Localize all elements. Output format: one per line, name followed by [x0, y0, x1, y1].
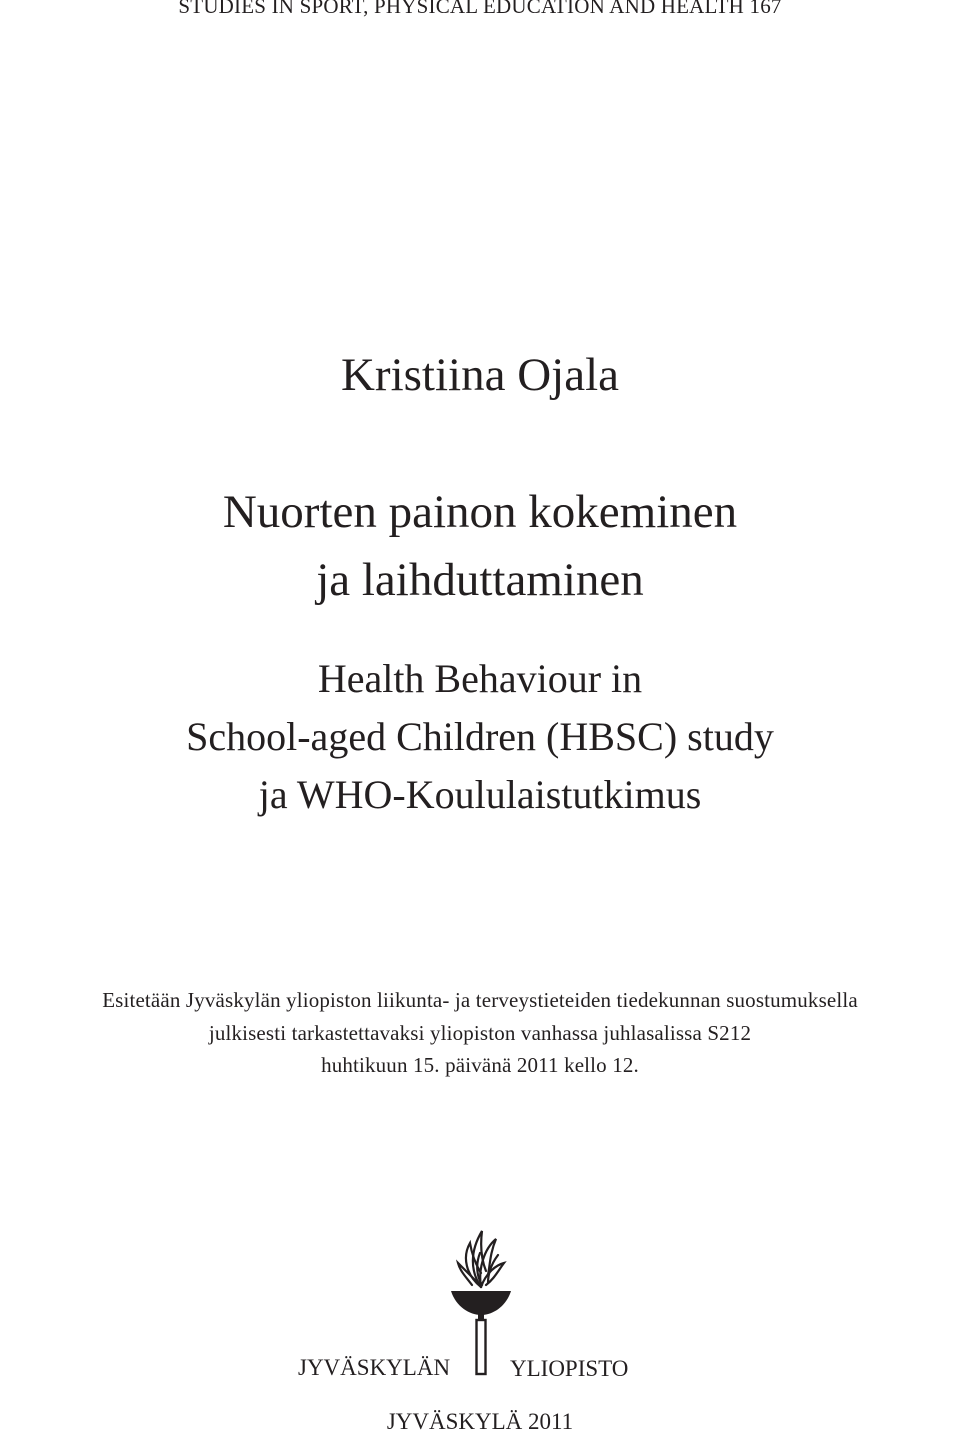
statement-line: Esitetään Jyväskylän yliopiston liikunta- ja terveystieteiden tiedekunnan suostumuksella [102, 988, 858, 1012]
subtitle-line: Health Behaviour in [317, 656, 643, 701]
author-name: Kristiina Ojala [340, 349, 619, 401]
series-title: STUDIES IN SPORT, PHYSICAL EDUCATION AND HEALTH 167 [178, 0, 782, 18]
university-name-right: YLIOPISTO [510, 1356, 629, 1381]
title-line: Nuorten painon kokeminen [222, 486, 738, 538]
torch-icon [448, 1225, 514, 1383]
subtitle-line: School-aged Children (HBSC) study [186, 714, 774, 759]
university-name-left: JYVÄSKYLÄN [298, 1355, 451, 1380]
defense-statement [0, 984, 960, 1082]
subtitle-line: ja WHO-Koululaistutkimus [258, 772, 702, 817]
statement-line: julkisesti tarkastettavaksi yliopiston vanhassa juhlasalissa S212 [208, 1020, 752, 1045]
place-and-year: JYVÄSKYLÄ 2011 [386, 1409, 574, 1434]
thesis-subtitle [0, 650, 960, 824]
thesis-title [0, 478, 960, 614]
statement-line: huhtikuun 15. päivänä 2011 kello 12. [321, 1053, 639, 1077]
title-line: ja laihduttaminen [316, 554, 644, 606]
